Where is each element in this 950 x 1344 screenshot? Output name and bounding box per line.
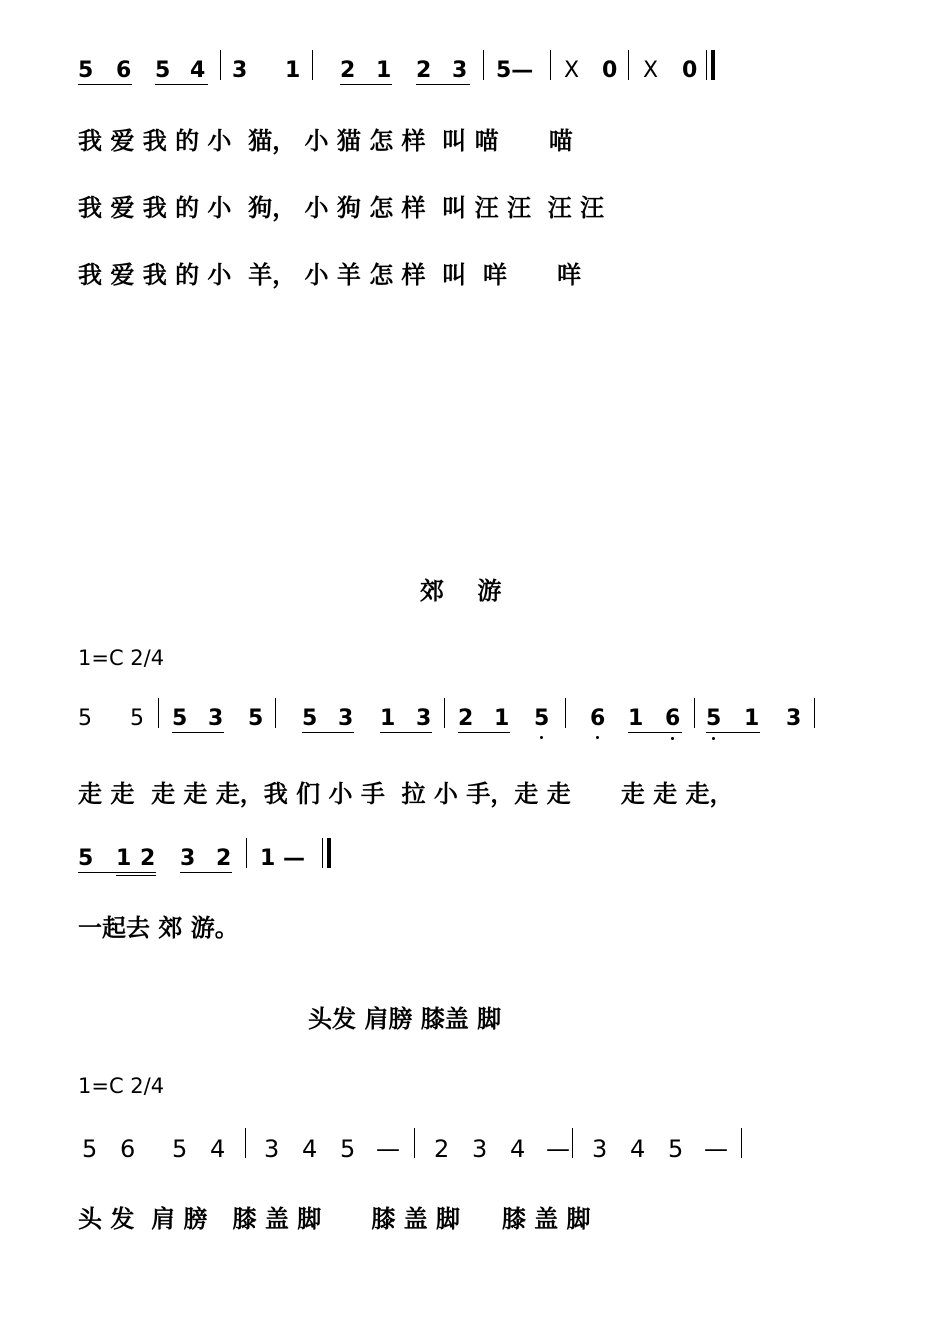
song3-title: 头发 肩膀 膝盖 脚 xyxy=(308,1005,502,1033)
song3-key: 1=C 2/4 xyxy=(78,1074,165,1098)
underline xyxy=(155,84,208,85)
note: 6 xyxy=(665,706,681,731)
bar-line xyxy=(220,50,221,80)
note: 6 xyxy=(120,1135,136,1163)
song2-key: 1=C 2/4 xyxy=(78,646,165,670)
underline xyxy=(628,732,682,733)
bar-line xyxy=(483,50,484,80)
song3-lyric: 头 发 肩 膀 膝 盖 脚 膝 盖 脚 膝 盖 脚 xyxy=(78,1205,591,1233)
underline xyxy=(172,732,224,733)
note: 4 xyxy=(630,1135,646,1163)
underline xyxy=(458,732,510,733)
bar-line xyxy=(275,698,276,728)
note: 5 xyxy=(172,706,188,731)
note: 5 xyxy=(78,58,94,83)
bar-line xyxy=(814,698,815,728)
note: — xyxy=(376,1135,400,1163)
underline xyxy=(416,84,470,85)
note: 1 xyxy=(380,706,396,731)
note: 0 xyxy=(682,58,698,83)
underline xyxy=(380,732,432,733)
song1-lyric-2: 我 爱 我 的 小 狗， 小 狗 怎 样 叫 汪 汪 汪 汪 xyxy=(78,194,605,222)
bar-line xyxy=(565,698,566,728)
note: 1 xyxy=(628,706,644,731)
note: 0 xyxy=(602,58,618,83)
note: 2 xyxy=(140,846,156,871)
note: 1 xyxy=(116,846,132,871)
note: 4 xyxy=(510,1135,526,1163)
note: 5— xyxy=(496,58,534,83)
end-bar-thin xyxy=(322,838,323,868)
bar-line xyxy=(312,50,313,80)
underline xyxy=(340,84,392,85)
note: 3 xyxy=(452,58,468,83)
note: 1 xyxy=(285,58,301,83)
underline xyxy=(78,84,132,85)
note: 2 xyxy=(340,58,356,83)
bar-line xyxy=(741,1128,742,1158)
note: 3 xyxy=(338,706,354,731)
note: 2 xyxy=(416,58,432,83)
low-octave-dot xyxy=(596,736,599,739)
note: 6 xyxy=(590,706,606,731)
note: 5 xyxy=(340,1135,356,1163)
note: — xyxy=(546,1135,570,1163)
bar-line xyxy=(246,838,247,868)
note: 5 xyxy=(668,1135,684,1163)
underline xyxy=(78,872,156,873)
bar-line xyxy=(628,50,629,80)
end-bar-thin xyxy=(706,50,707,80)
note: 5 xyxy=(155,58,171,83)
note: 4 xyxy=(302,1135,318,1163)
note: 5 xyxy=(78,706,92,731)
note: 2 xyxy=(216,846,232,871)
song2-lyric-2: 一起去 郊 游。 xyxy=(78,914,239,942)
bar-line xyxy=(245,1128,246,1158)
note: 1 xyxy=(376,58,392,83)
note: 2 xyxy=(458,706,474,731)
note: 5 xyxy=(82,1135,98,1163)
note: 5 xyxy=(302,706,318,731)
song2-notation-1 xyxy=(0,704,950,748)
note: 3 xyxy=(472,1135,488,1163)
song2-title: 郊 游 xyxy=(420,577,502,605)
bar-line xyxy=(414,1128,415,1158)
bar-line xyxy=(444,698,445,728)
note: 3 xyxy=(264,1135,280,1163)
low-octave-dot xyxy=(540,736,543,739)
note: 1 — xyxy=(260,846,305,871)
note: 1 xyxy=(494,706,510,731)
note: 6 xyxy=(116,58,132,83)
song1-notation xyxy=(0,56,950,96)
end-bar-thick xyxy=(711,50,715,80)
note: 5 xyxy=(130,706,144,731)
bar-line xyxy=(158,698,159,728)
note: 3 xyxy=(180,846,196,871)
note: 3 xyxy=(208,706,224,731)
note: 3 xyxy=(786,706,802,731)
note: 5 xyxy=(78,846,94,871)
note: 3 xyxy=(592,1135,608,1163)
underline xyxy=(116,875,156,876)
low-octave-dot xyxy=(712,737,715,740)
bar-line xyxy=(550,50,551,80)
note: 3 xyxy=(416,706,432,731)
note: X xyxy=(564,58,580,83)
note: 4 xyxy=(210,1135,226,1163)
note: 4 xyxy=(190,58,206,83)
song2-notation-2 xyxy=(0,844,950,884)
note: 3 xyxy=(232,58,248,83)
song2-lyric-1: 走 走 走 走 走，我 们 小 手 拉 小 手，走 走 走 走 走， xyxy=(78,780,734,808)
underline xyxy=(302,732,354,733)
song1-lyric-3: 我 爱 我 的 小 羊， 小 羊 怎 样 叫 咩 咩 xyxy=(78,261,582,289)
note: 5 xyxy=(706,706,722,731)
song1-lyric-1: 我 爱 我 的 小 猫， 小 猫 怎 样 叫 喵 喵 xyxy=(78,127,573,155)
song3-notation xyxy=(0,1134,950,1174)
bar-line xyxy=(572,1128,573,1158)
note: 5 xyxy=(248,706,264,731)
bar-line xyxy=(694,698,695,728)
note: X xyxy=(643,58,659,83)
low-octave-dot xyxy=(671,737,674,740)
note: 2 xyxy=(434,1135,450,1163)
underline xyxy=(180,872,232,873)
end-bar-thick xyxy=(327,838,331,868)
note: 1 xyxy=(744,706,760,731)
note: — xyxy=(704,1135,728,1163)
note: 5 xyxy=(534,706,550,731)
note: 5 xyxy=(172,1135,188,1163)
underline xyxy=(706,732,760,733)
